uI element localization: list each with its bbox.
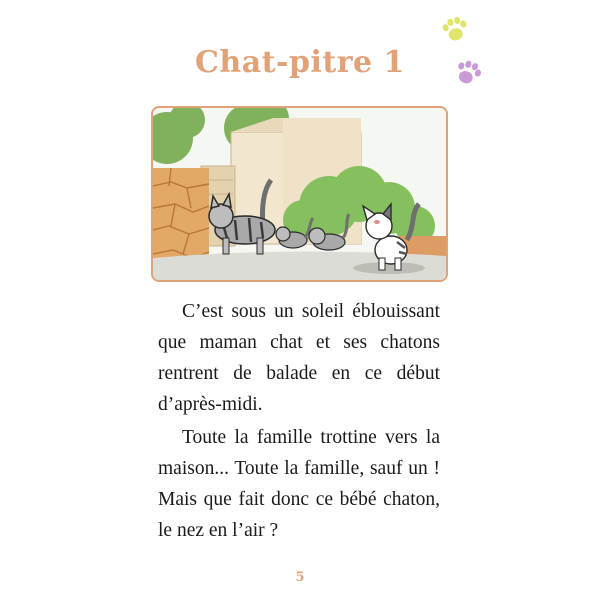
chapter-illustration [151, 106, 448, 282]
chapter-title: Chat-pitre 1 [195, 45, 405, 80]
cat-family-scene [153, 108, 446, 280]
story-paragraph: Toute la famille trottine vers la maison... Toute la famille, sauf un ! Mais que fait donc ce bébé chaton, le nez en l’air ? [158, 427, 440, 541]
story-paragraph: C’est sous un soleil éblouissant que maman chat et ses chatons rentrent de balade en ce début d’après-midi. [158, 301, 440, 415]
paw-print-icon [441, 15, 470, 43]
page-number: 5 [295, 570, 305, 585]
paw-print-icon [453, 58, 483, 87]
story-text [158, 296, 440, 548]
